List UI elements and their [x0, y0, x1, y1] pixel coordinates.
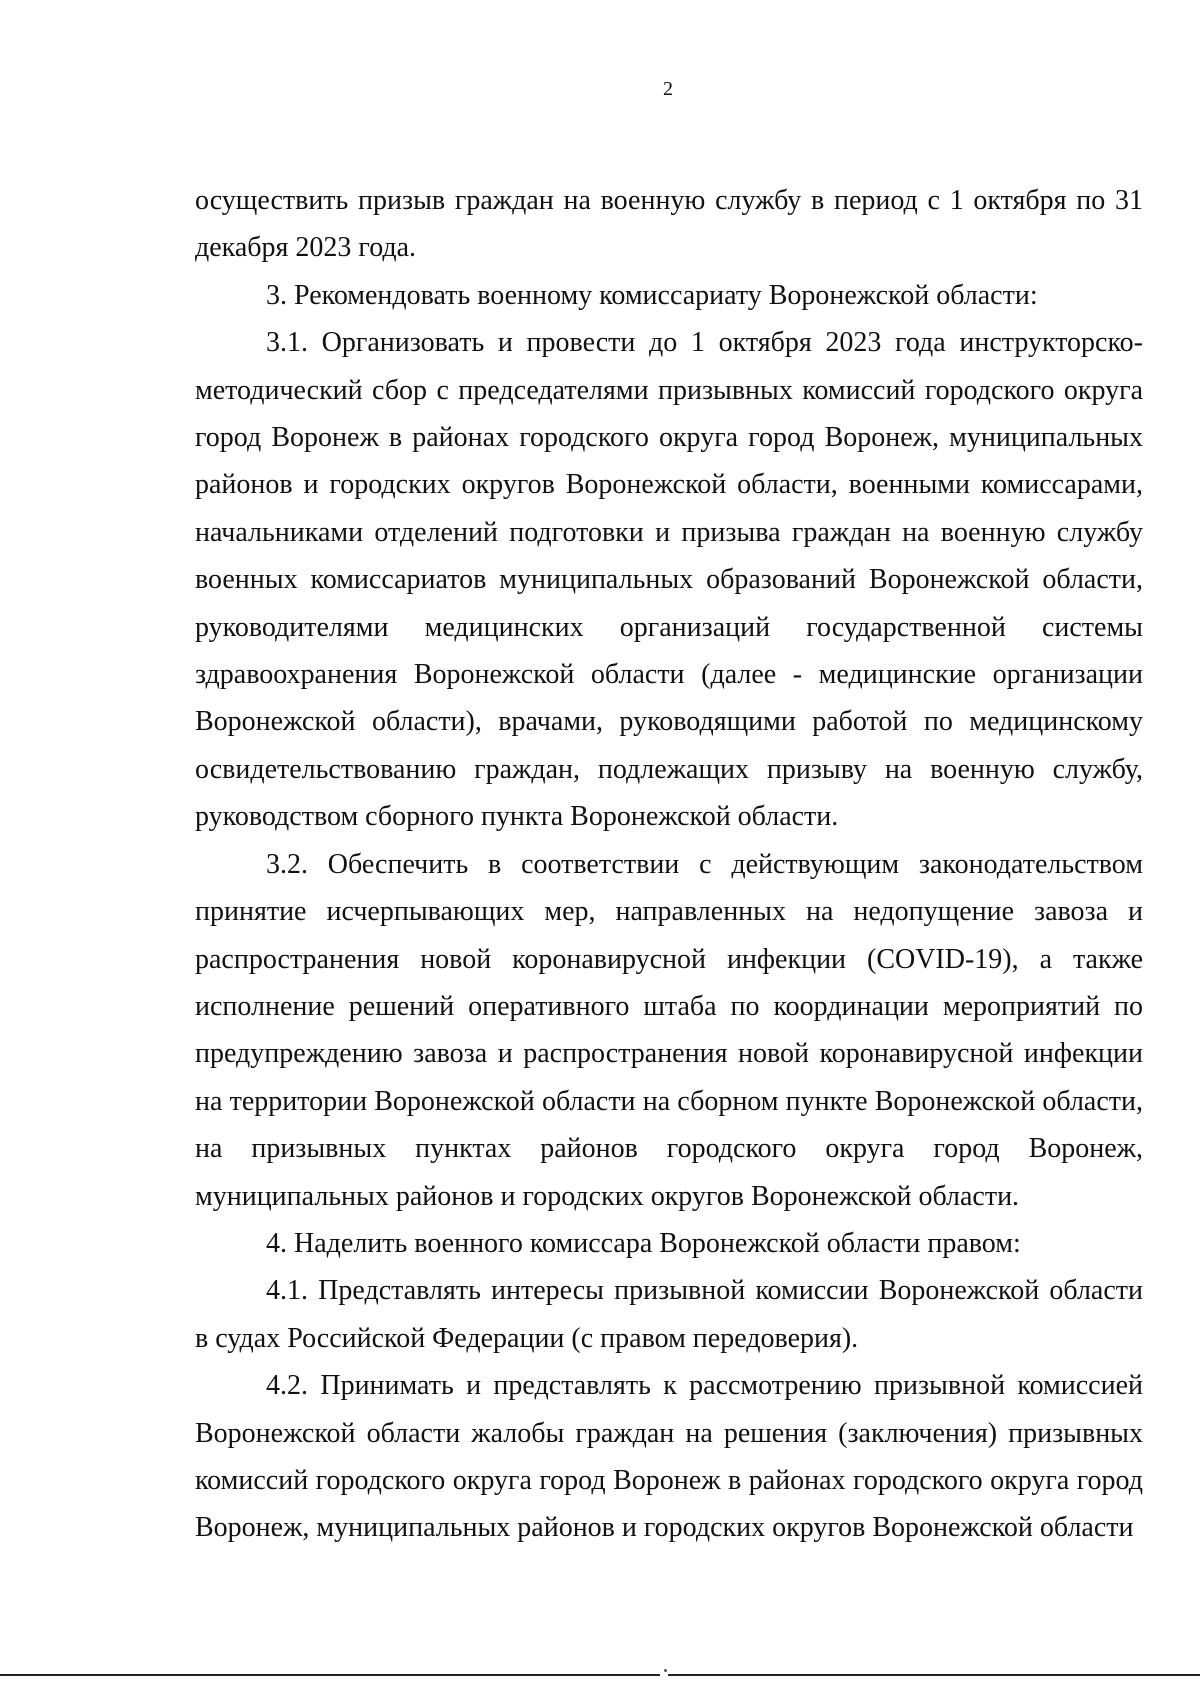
page-bottom-rule-right — [668, 1674, 1200, 1676]
document-body — [195, 177, 1143, 1552]
paragraph-item-3-1: 3.1. Организовать и провести до 1 октября 2023 года инструкторско-методический сбор с председателями призывных комиссий городского округа город Воронеж в районах городского округа город Воронеж, муниципальных районов и городских округов Воронежской области, военными комиссарами, начальниками отделений подготовки и призыва граждан на военную службу военных комиссариатов муниципальных образований Воронежской области, руководителями медицинских организаций государственной системы здравоохранения Воронежской области (далее - медицинские организации Воронежской области), врачами, руководящими работой по медицинскому освидетельствованию граждан, подлежащих призыву на военную службу, руководством сборного пункта Воронежской области. — [195, 327, 1143, 833]
paragraph-item-4-2: 4.2. Принимать и представлять к рассмотрению призывной комиссией Воронежской области жалобы граждан на решения (заключения) призывных комиссий городского округа город Воронеж в районах городского округа город Воронеж, муниципальных районов и городских округов Воронежской области — [195, 1370, 1143, 1544]
paragraph-item-4: 4. Наделить военного комиссара Воронежской области правом: — [266, 1227, 1021, 1259]
paragraph-item-3-2: 3.2. Обеспечить в соответствии с действующим законодательством принятие исчерпывающих мер, направленных на недопущение завоза и распространения новой коронавирусной инфекции (COVID-19), а также исполнение решений оперативного штаба по координации мероприятий по предупреждению завоза и распространения новой коронавирусной инфекции на территории Воронежской области на сборном пункте Воронежской области, на призывных пунктах районов городского округа город Воронеж, муниципальных районов и городских округов Воронежской области. — [195, 848, 1143, 1212]
scan-speck — [664, 1669, 667, 1672]
page-bottom-rule-left — [0, 1674, 660, 1676]
page-number: 2 — [663, 78, 673, 100]
paragraph-item-4-1: 4.1. Представлять интересы призывной комиссии Воронежской области в судах Российской Федерации (с правом передоверия). — [195, 1275, 1143, 1354]
paragraph-item-3: 3. Рекомендовать военному комиссариату Воронежской области: — [266, 279, 1038, 311]
paragraph-continuation: осуществить призыв граждан на военную службу в период с 1 октября по 31 декабря 2023 года. — [195, 185, 1143, 264]
